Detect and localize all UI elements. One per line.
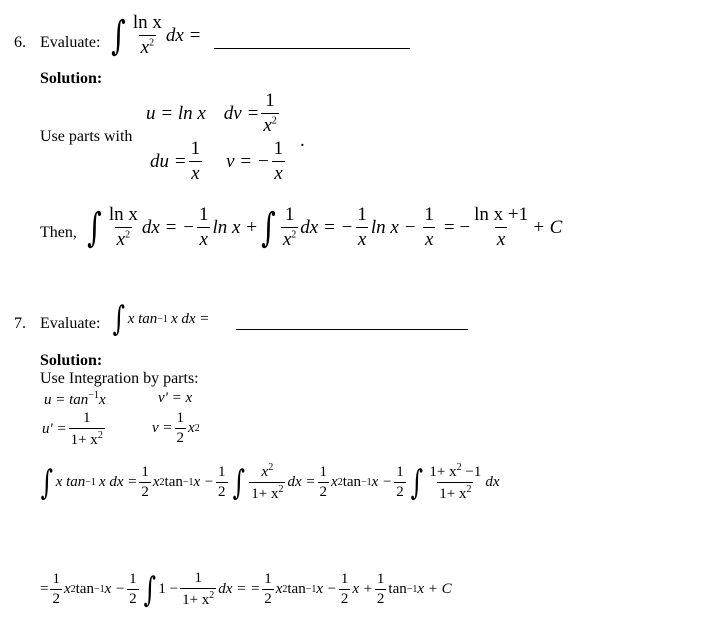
problem-6-number: 6. — [14, 34, 26, 51]
parts-u-dv-row: u = ln x dv = $\frac{1}{x^2}$ — [146, 90, 277, 136]
then-label: Then, — [40, 224, 77, 241]
problem-7-row-1: ∫ x tan −1 x dx = $\frac{1}{2}$ x 2 tan −1 x − $\frac{1}{2}$ ∫ $\frac{x^2}{1+ x^2}$ dx = $\frac{1}{2}$ x 2 tan −1 x − $\frac{1}{2}$ ∫ $\frac{1+ x^2 -1}{1+ x^2}$ dx — [40, 462, 500, 503]
problem-7-number: 7. — [14, 315, 26, 332]
vprime-definition: v' = x — [158, 390, 193, 406]
problem-7-method: Use Integration by parts: — [40, 370, 199, 387]
problem-7-row-2: = $\frac{1}{2}$ x 2 tan −1 x − $\frac{1}{2}$ ∫ 1 − $\frac{1}{1+ x^2}$ dx = = $\frac{1}{2}$ x 2 tan −1 x − $\frac{1}{2}$ x + $\frac{1}{2}$ tan −1 x + C — [40, 569, 452, 610]
use-parts-label: Use parts with — [40, 128, 133, 145]
integral-sign: ∫ — [111, 12, 126, 59]
problem-6-integral: ∫ $\frac{\text{ln x}}{x^2}$ dx = — [111, 12, 202, 59]
answer-blank-7[interactable] — [236, 329, 468, 330]
v-definition: v = $\frac{1}{2}$ x 2 — [152, 410, 200, 446]
problem-7-prompt: Evaluate: — [40, 315, 101, 332]
problem-6-result-equation: ∫ $\frac{\text{ln x}}{x^2}$ dx = − $\frac{1}{x}$ ln x + ∫ $\frac{1}{x^2}$ dx = − $\frac{1}{x}$ ln x − $\frac{1}{x}$ = − $\frac{\text{ln x +1}}{x}$ + C — [87, 204, 563, 251]
problem-6-solution-label: Solution: — [40, 70, 103, 87]
parts-period: . — [300, 130, 305, 151]
uprime-definition: u' = $\frac{1}{1+ x^2}$ — [42, 410, 103, 448]
parts-du-v-row: du = $\frac{1}{x}$ v = − $\frac{1}{x}$ — [150, 138, 284, 184]
fraction-lnx-over-x2: $\frac{\text{ln x}}{x^2}$ — [132, 12, 162, 58]
u-definition: $u = \tan^{-1}x$ — [44, 390, 106, 408]
problem-7-integral: ∫ x tan −1 x dx = — [112, 299, 210, 339]
problem-6-prompt: Evaluate: — [40, 34, 101, 51]
answer-blank-6[interactable] — [214, 48, 410, 49]
problem-7-solution-label: Solution: — [40, 352, 103, 369]
